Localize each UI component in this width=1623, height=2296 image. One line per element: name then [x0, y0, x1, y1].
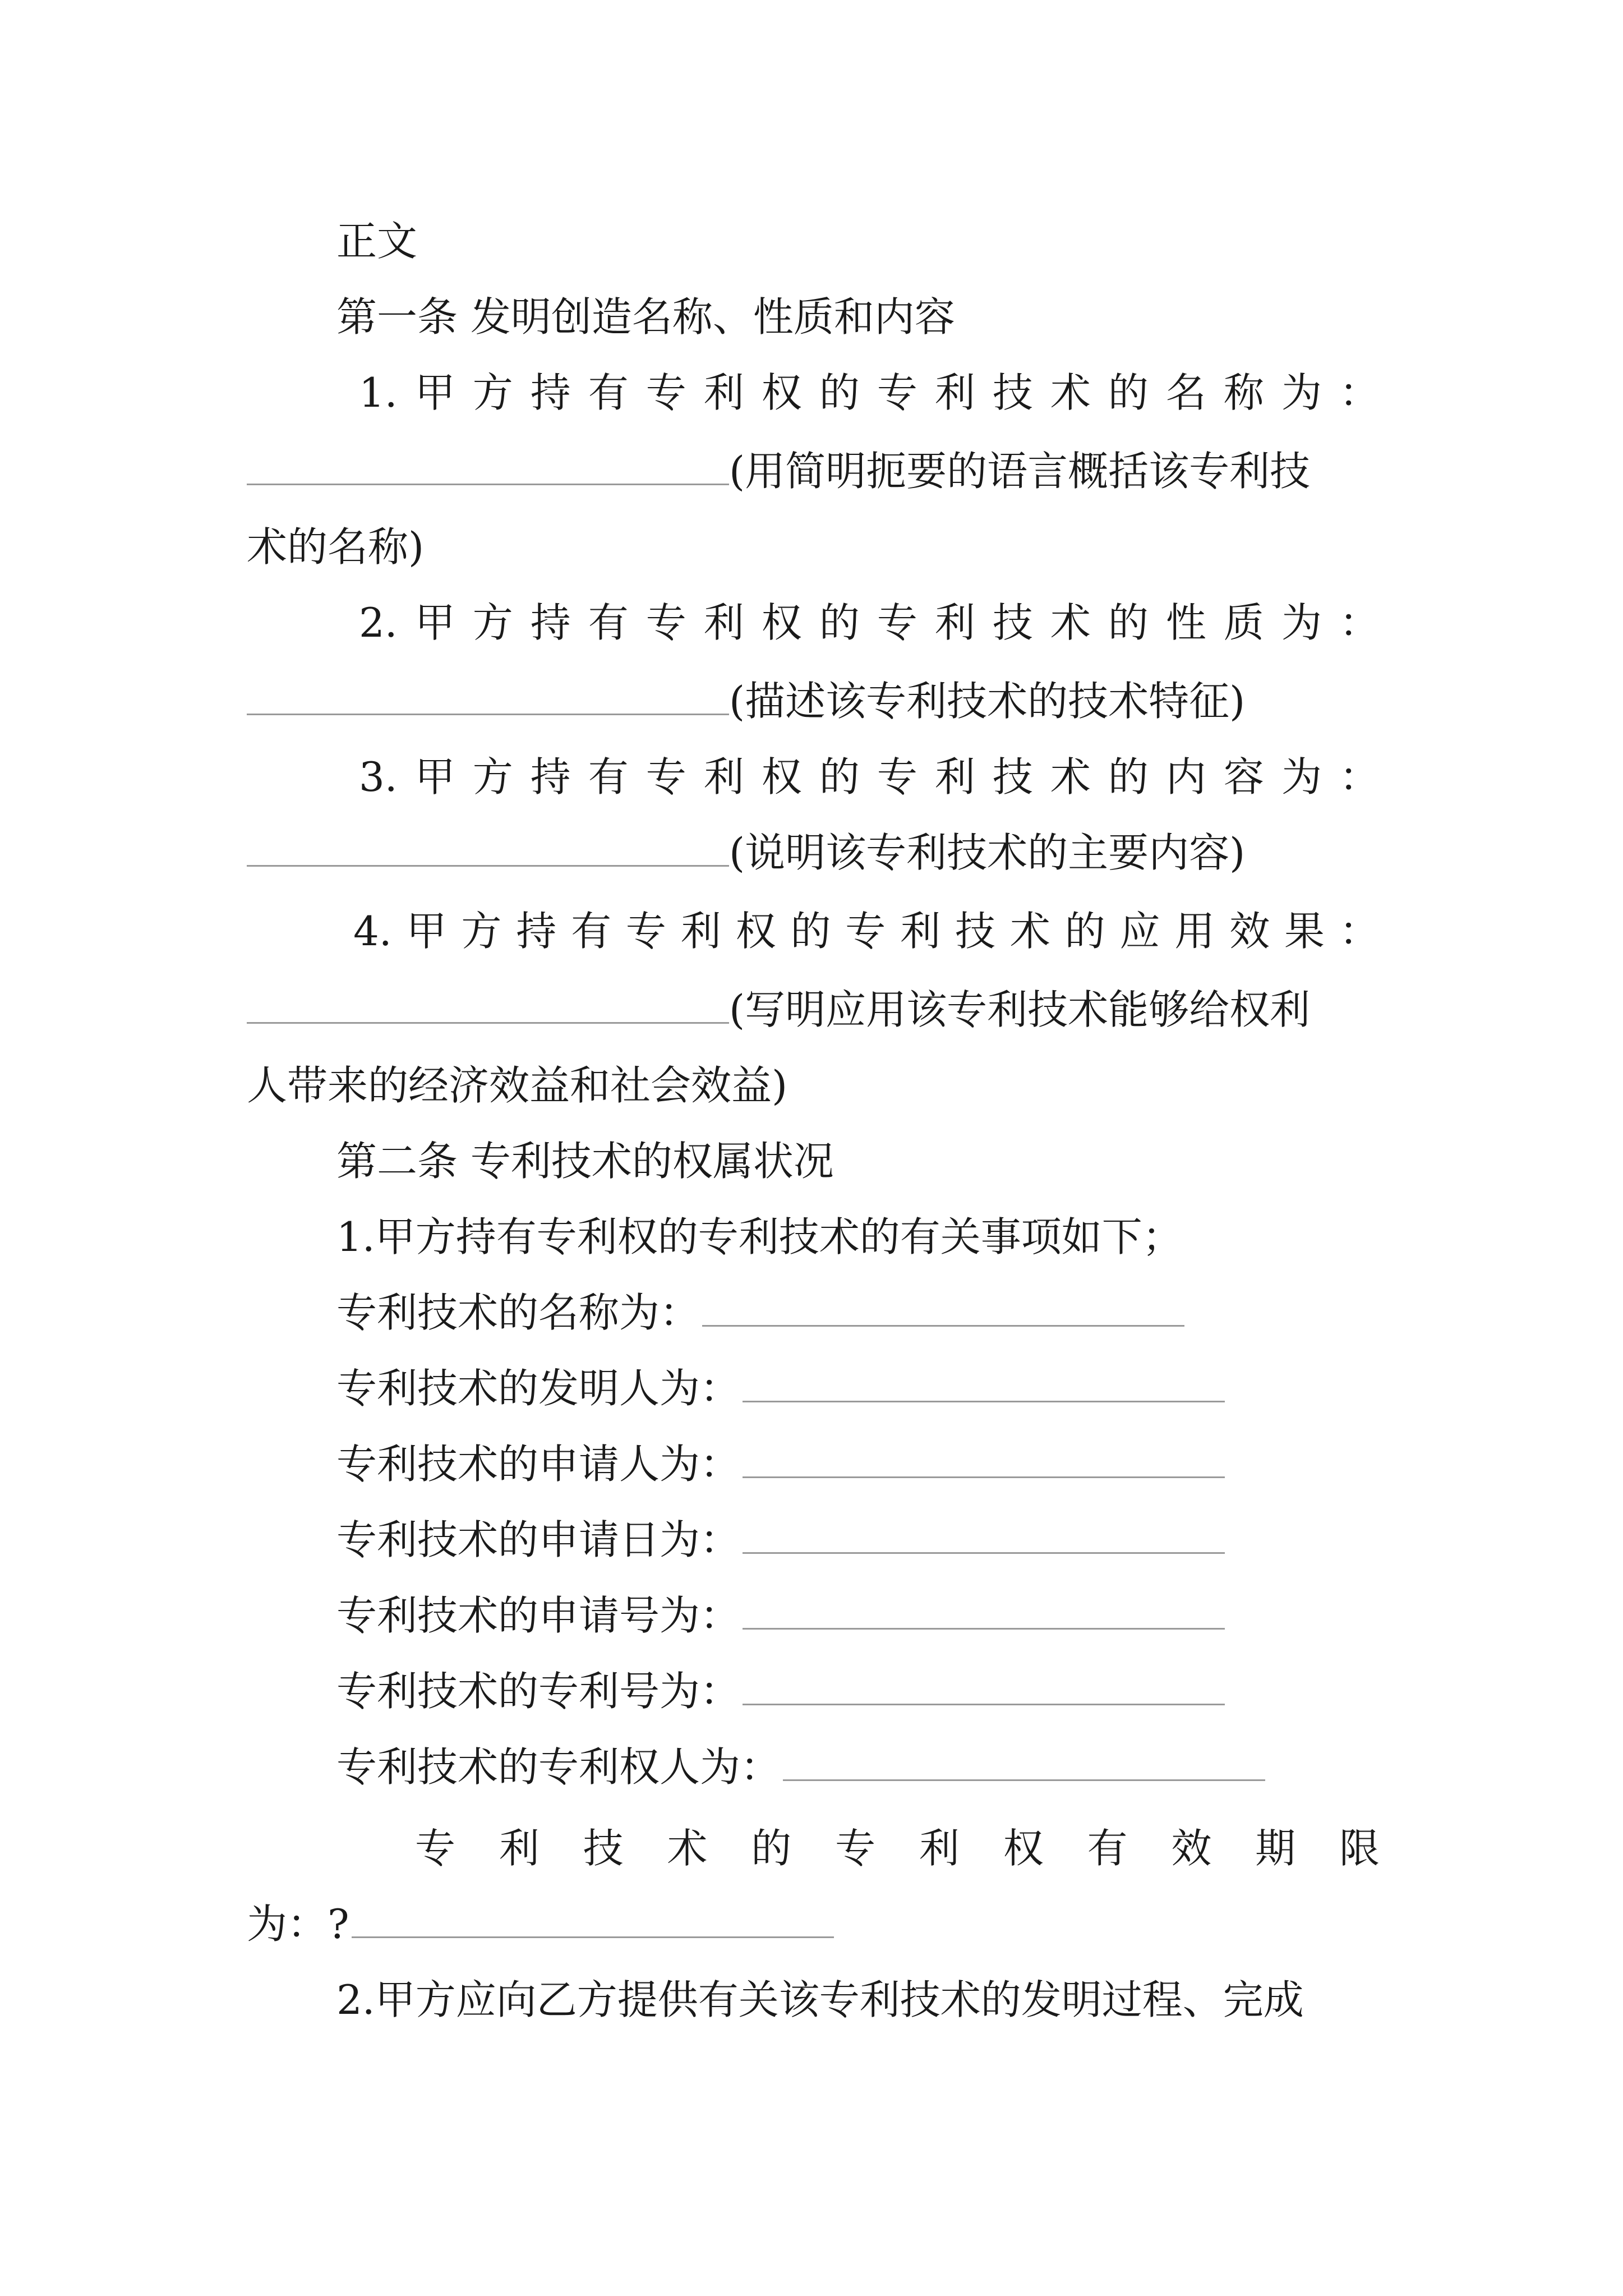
text-glyph: 的: [1064, 908, 1105, 955]
text-glyph: 的: [819, 599, 860, 646]
text-glyph: 方: [472, 753, 513, 800]
text-glyph: 3.: [359, 753, 398, 800]
article1-item4-lead: [247, 898, 1380, 965]
text-glyph: 的: [1108, 753, 1149, 800]
text-glyph: 甲: [414, 369, 455, 416]
article1-item1-note: (用简明扼要的语言概括该专利技: [247, 438, 1380, 505]
text-glyph: 持: [530, 369, 571, 416]
text-glyph: 术: [1050, 599, 1091, 646]
text-glyph: 利: [703, 753, 744, 800]
text-glyph: 术: [1009, 908, 1050, 955]
text-glyph: 的: [819, 369, 860, 416]
article1-title: 第一条 发明创造名称、性质和内容: [336, 293, 955, 341]
text-glyph: 的: [1108, 599, 1149, 646]
field-patent-number: 专利技术的专利号为：: [247, 1658, 1380, 1725]
fill-in-blank[interactable]: [247, 670, 729, 715]
text-glyph: 效: [1171, 1825, 1212, 1872]
field-application-number: 专利技术的申请号为：: [247, 1582, 1380, 1649]
text-glyph: 权: [735, 908, 776, 955]
text-glyph: 利: [703, 369, 744, 416]
fill-in-blank[interactable]: [247, 440, 729, 485]
text-glyph: 术: [667, 1825, 708, 1872]
text-glyph: 专: [645, 753, 686, 800]
field-patentee: 专利技术的专利权人为：: [247, 1733, 1380, 1801]
text-glyph: 应: [1119, 908, 1160, 955]
article1-item1-lead: [247, 359, 1380, 426]
text-glyph: 2.: [359, 599, 398, 646]
text-glyph: ：: [1339, 599, 1380, 646]
fill-in-blank[interactable]: [743, 1660, 1225, 1705]
text-glyph: 技: [992, 369, 1033, 416]
text-glyph: 4.: [353, 908, 392, 955]
text-glyph: 持: [516, 908, 557, 955]
text-glyph: 甲: [414, 753, 455, 800]
validity-lead: [247, 1815, 1380, 1882]
fill-in-blank[interactable]: [247, 821, 729, 867]
fill-in-blank[interactable]: [743, 1433, 1225, 1478]
fill-in-blank[interactable]: [702, 1281, 1184, 1327]
text-glyph: 专: [845, 908, 886, 955]
text-glyph: 果: [1284, 908, 1325, 955]
validity-tail: 为：?: [247, 1890, 1380, 1958]
text-glyph: 为: [1281, 599, 1322, 646]
article1-item2-lead: [247, 589, 1380, 656]
field-name: 专利技术的名称为：: [247, 1279, 1380, 1346]
text-glyph: 专: [835, 1825, 876, 1872]
text-glyph: 方: [472, 599, 513, 646]
text-glyph: 质: [1223, 599, 1264, 646]
article1-item3-note: (说明该专利技术的主要内容): [247, 819, 1380, 886]
text-glyph: 利: [934, 753, 975, 800]
text-glyph: 权: [761, 753, 802, 800]
text-glyph: 权: [761, 369, 802, 416]
text-glyph: 专: [625, 908, 666, 955]
text-glyph: 名: [1165, 369, 1206, 416]
text-glyph: 的: [1108, 369, 1149, 416]
field-inventor: 专利技术的发明人为：: [247, 1355, 1380, 1422]
text-glyph: 的: [790, 908, 831, 955]
fill-in-blank[interactable]: [743, 1508, 1225, 1554]
text-glyph: 容: [1223, 753, 1264, 800]
text-glyph: 方: [461, 908, 502, 955]
text-glyph: 有: [588, 369, 629, 416]
text-glyph: 专: [877, 369, 917, 416]
text-glyph: 有: [588, 599, 629, 646]
text-glyph: 利: [703, 599, 744, 646]
article1-item4-note-cont: 人带来的经济效益和社会效益): [247, 1062, 788, 1109]
text-glyph: 持: [530, 753, 571, 800]
fill-in-blank[interactable]: [247, 978, 729, 1024]
article1-item3-lead: [247, 743, 1380, 811]
text-glyph: 术: [1050, 753, 1091, 800]
text-glyph: 为: [1281, 369, 1322, 416]
text-glyph: 利: [934, 599, 975, 646]
text-glyph: 称: [1223, 369, 1264, 416]
text-glyph: 的: [751, 1825, 792, 1872]
article1-item1-note-cont: 术的名称): [247, 523, 425, 570]
text-glyph: 1.: [359, 369, 398, 416]
field-application-date: 专利技术的申请日为：: [247, 1506, 1380, 1573]
text-glyph: 有: [1087, 1825, 1128, 1872]
text-glyph: 权: [761, 599, 802, 646]
text-glyph: 专: [645, 369, 686, 416]
text-glyph: ：: [1339, 753, 1380, 800]
text-glyph: 效: [1229, 908, 1270, 955]
text-glyph: 甲: [406, 908, 447, 955]
text-glyph: 方: [472, 369, 513, 416]
text-glyph: 专: [877, 753, 917, 800]
text-glyph: 内: [1165, 753, 1206, 800]
text-glyph: 技: [992, 599, 1033, 646]
text-glyph: 利: [680, 908, 721, 955]
text-glyph: 术: [1050, 369, 1091, 416]
text-glyph: 技: [583, 1825, 624, 1872]
text-glyph: 有: [571, 908, 612, 955]
text-glyph: 甲: [414, 599, 455, 646]
text-glyph: 利: [900, 908, 941, 955]
text-glyph: ：: [1339, 369, 1380, 416]
text-glyph: 利: [919, 1825, 960, 1872]
text-glyph: 利: [934, 369, 975, 416]
text-glyph: 专: [877, 599, 917, 646]
fill-in-blank[interactable]: [352, 1893, 834, 1938]
text-glyph: 权: [1003, 1825, 1044, 1872]
text-glyph: 的: [819, 753, 860, 800]
text-glyph: 为: [1281, 753, 1322, 800]
text-glyph: 限: [1339, 1825, 1380, 1872]
article2-item1-lead: 1.甲方持有专利权的专利技术的有关事项如下；: [336, 1213, 1183, 1260]
fill-in-blank[interactable]: [743, 1584, 1225, 1630]
text-glyph: 技: [955, 908, 995, 955]
article2-title: 第二条 专利技术的权属状况: [336, 1138, 834, 1185]
field-applicant: 专利技术的申请人为：: [247, 1430, 1380, 1498]
article1-item2-note: (描述该专利技术的技术特征): [247, 668, 1380, 735]
text-glyph: 用: [1174, 908, 1215, 955]
fill-in-blank[interactable]: [743, 1357, 1225, 1402]
text-glyph: 利: [499, 1825, 540, 1872]
text-glyph: 专: [645, 599, 686, 646]
heading: 正文: [336, 218, 418, 265]
article1-item4-note: (写明应用该专利技术能够给权利: [247, 976, 1380, 1043]
text-glyph: ：: [1339, 908, 1380, 955]
text-glyph: 期: [1255, 1825, 1296, 1872]
fill-in-blank[interactable]: [783, 1736, 1265, 1781]
text-glyph: 技: [992, 753, 1033, 800]
text-glyph: 有: [588, 753, 629, 800]
text-glyph: 持: [530, 599, 571, 646]
article2-item2-lead: 2.甲方应向乙方提供有关该专利技术的发明过程、完成: [336, 1976, 1304, 2023]
text-glyph: 性: [1165, 599, 1206, 646]
text-glyph: 专: [415, 1825, 456, 1872]
